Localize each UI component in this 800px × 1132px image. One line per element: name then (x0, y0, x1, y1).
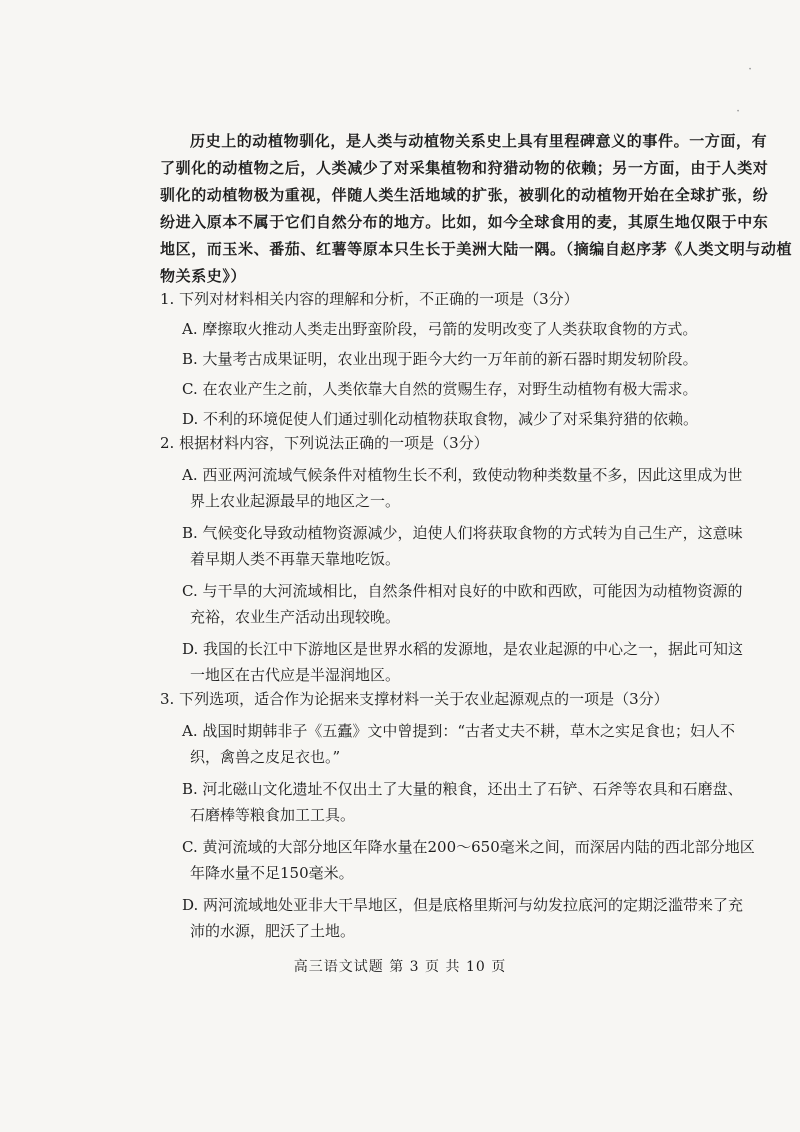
option-c: C. 在农业产生之前，人类依靠大自然的赏赐生存，对野生动植物有极大需求。 (182, 380, 698, 398)
page-footer: 高三语文试题 第 3 页 共 10 页 (293, 959, 507, 975)
option-b: B. 大量考古成果证明，农业出现于距今大约一万年前的新石器时期发轫阶段。 (182, 350, 698, 368)
passage-line: 物关系史》） (160, 267, 247, 285)
option-c: C. 黄河流域的大部分地区年降水量在200～650毫米之间，而深居内陆的西北部分地区 (182, 838, 755, 856)
option-b: B. 河北磁山文化遗址不仅出土了大量的粮食，还出土了石铲、石斧等农具和石磨盘、 (182, 780, 743, 798)
question-2 (160, 430, 744, 688)
option-a: A. 摩擦取火推动人类走出野蛮阶段，弓箭的发明改变了人类获取食物的方式。 (182, 320, 698, 338)
option-c: C. 与干旱的大河流域相比，自然条件相对良好的中欧和西欧，可能因为动植物资源的 (182, 582, 743, 600)
passage-line: 历史上的动植物驯化，是人类与动植物关系史上具有里程碑意义的事件。一方面，有 (190, 132, 768, 150)
option-d-continued: 一地区在古代应是半湿润地区。 (190, 666, 401, 684)
option-c-continued: 充裕，农业生产活动出现较晚。 (190, 608, 401, 626)
question-3 (160, 686, 755, 944)
passage-line: 纷进入原本不属于它们自然分布的地方。比如，如今全球食用的麦，其原生地仅限于中东 (160, 213, 769, 231)
option-a: A. 西亚两河流域气候条件对植物生长不利，致使动物种类数量不多，因此这里成为世 (182, 466, 743, 484)
option-a-continued: 织，禽兽之皮足衣也。” (190, 748, 341, 766)
question-1 (160, 286, 720, 432)
passage-line: 驯化的动植物极为重视，伴随人类生活地域的扩张，被驯化的动植物开始在全球扩张，纷 (160, 186, 769, 204)
option-d: D. 两河流域地处亚非大干旱地区，但是底格里斯河与幼发拉底河的定期泛滥带来了充 (182, 896, 744, 914)
scan-dot: · (736, 104, 741, 119)
reading-passage (160, 128, 793, 290)
scan-dot: · (748, 62, 753, 77)
option-a-continued: 界上农业起源最早的地区之一。 (190, 492, 401, 510)
passage-line: 地区，而玉米、番茄、红薯等原本只生长于美洲大陆一隅。（摘编自赵序茅《人类文明与动植 (160, 240, 793, 258)
option-b-continued: 石磨棒等粮食加工工具。 (190, 806, 356, 824)
option-d: D. 我国的长江中下游地区是世界水稻的发源地，是农业起源的中心之一，据此可知这 (182, 640, 744, 658)
option-b: B. 气候变化导致动植物资源减少，迫使人们将获取食物的方式转为自己生产，这意味 (182, 524, 743, 542)
option-d: D. 不利的环境促使人们通过驯化动植物获取食物，减少了对采集狩猎的依赖。 (182, 410, 699, 428)
option-a: A. 战国时期韩非子《五蠹》文中曾提到：“古者丈夫不耕，草木之实足食也；妇人不 (182, 722, 736, 740)
question-stem: 1. 下列对材料相关内容的理解和分析，不正确的一项是（3分） (160, 290, 579, 308)
question-stem: 2. 根据材料内容，下列说法正确的一项是（3分） (160, 434, 489, 452)
option-b-continued: 着早期人类不再靠天靠地吃饭。 (190, 550, 401, 568)
question-stem: 3. 下列选项，适合作为论据来支撑材料一关于农业起源观点的一项是（3分） (160, 690, 669, 708)
option-c-continued: 年降水量不足150毫米。 (190, 864, 354, 882)
passage-line: 了驯化的动植物之后，人类减少了对采集植物和狩猎动物的依赖；另一方面，由于人类对 (160, 159, 769, 177)
option-d-continued: 沛的水源，肥沃了土地。 (190, 922, 356, 940)
